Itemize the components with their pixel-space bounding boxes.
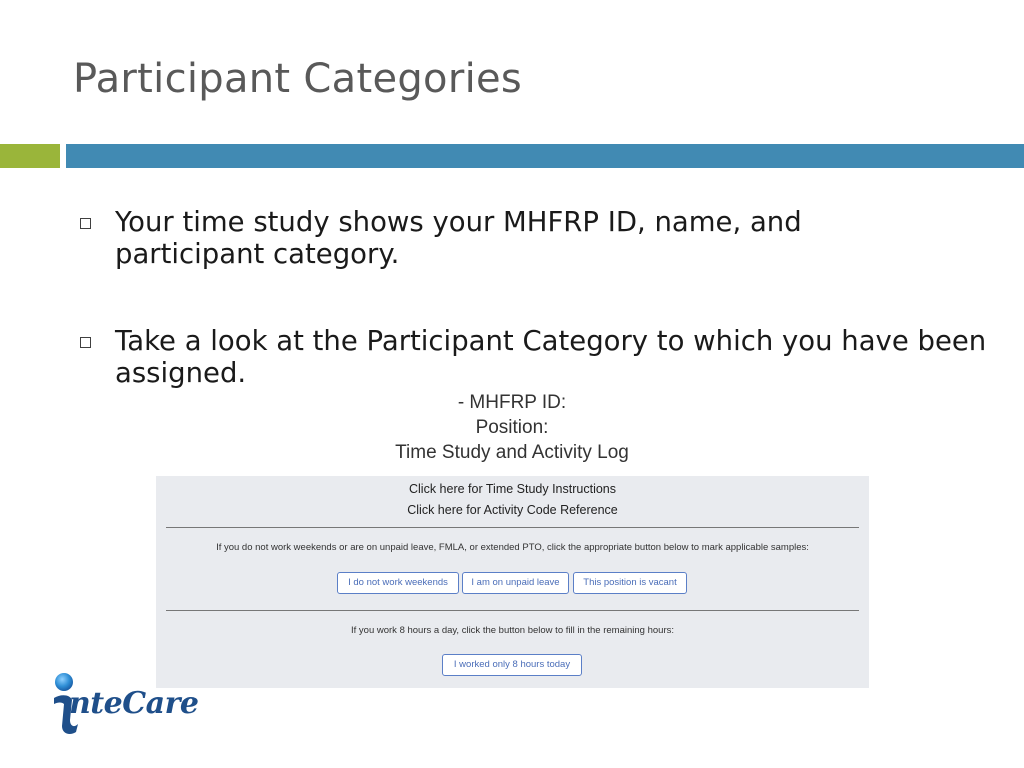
- weekend-leave-instructions: If you do not work weekends or are on unpaid leave, FMLA, or extended PTO, click the appropriate button below to mark applicable samples:: [216, 542, 809, 553]
- logo-wordmark: nteCare: [69, 686, 199, 721]
- time-study-instructions-link[interactable]: Click here for Time Study Instructions: [408, 482, 617, 496]
- no-weekends-button[interactable]: I do not work weekends: [337, 572, 459, 594]
- bullet-text: Your time study shows your MHFRP ID, name, and participant category.: [115, 206, 802, 270]
- bullet-square-icon: [80, 218, 91, 229]
- divider: [166, 610, 859, 611]
- position-label: Position:: [475, 417, 549, 438]
- bullet-square-icon: [80, 337, 91, 348]
- slide-title: Participant Categories: [73, 56, 523, 102]
- mhfrp-id-label: - MHFRP ID:: [457, 392, 567, 413]
- accent-bar-green: [0, 144, 60, 168]
- intecare-logo: [50, 672, 210, 738]
- unpaid-leave-button[interactable]: I am on unpaid leave: [462, 572, 569, 594]
- eight-hour-instructions: If you work 8 hours a day, click the button below to fill in the remaining hours:: [351, 625, 674, 636]
- accent-bar-blue: [66, 144, 1024, 168]
- bullet-text: Take a look at the Participant Category to which you have been assigned.: [115, 325, 987, 389]
- worked-eight-hours-button[interactable]: I worked only 8 hours today: [442, 654, 582, 676]
- time-study-header: [360, 390, 664, 465]
- time-study-panel: [156, 476, 869, 688]
- activity-code-reference-link[interactable]: Click here for Activity Code Reference: [407, 503, 618, 517]
- position-vacant-button[interactable]: This position is vacant: [573, 572, 687, 594]
- time-study-title: Time Study and Activity Log: [395, 442, 629, 463]
- divider: [166, 527, 859, 528]
